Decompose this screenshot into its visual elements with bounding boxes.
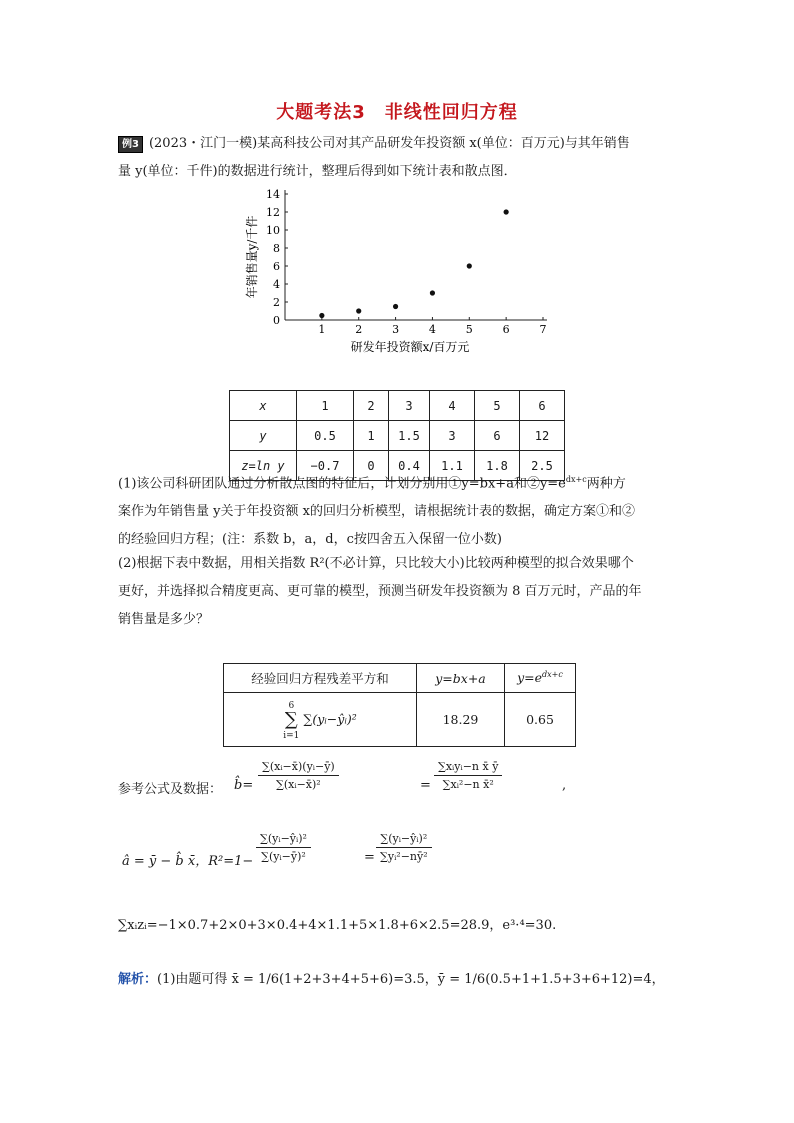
example-line-2: 量 y(单位：千件)的数据进行统计，整理后得到如下统计表和散点图．	[118, 164, 517, 179]
example-tag: 例3	[118, 136, 143, 153]
x-tick-label: 6	[502, 323, 510, 336]
y-tick-label: 6	[273, 260, 280, 273]
b-den-1: ∑(xᵢ−x̄)²	[276, 778, 321, 791]
data-point	[319, 313, 324, 318]
reference-label: 参考公式及数据：	[118, 782, 223, 797]
sum-lower: i=1	[283, 730, 300, 741]
y-tick-label: 4	[273, 278, 280, 291]
resid-header-exp-base: y=e	[517, 670, 543, 686]
question-2	[118, 550, 678, 634]
solution-label: 解析：	[118, 972, 158, 987]
solution-text: (1)由题可得 x̄ = 1/6(1+2+3+4+5+6)=3.5，ȳ = 1/6(0.5+1+1.5+3+6+12)=4，	[157, 972, 665, 987]
data-point	[467, 263, 472, 268]
residual-table	[223, 663, 576, 747]
resid-header-exp	[505, 664, 576, 693]
y-tick-label: 14	[266, 188, 280, 201]
a-hat-r2: â = ȳ − b̂ x̄，R²=1−	[122, 854, 254, 869]
x-tick-label: 7	[539, 323, 547, 336]
r-num-1: ∑(yᵢ−ŷᵢ)²	[256, 832, 311, 848]
stats-row	[230, 391, 565, 421]
stats-cell: 0	[354, 451, 389, 481]
data-point	[504, 209, 509, 214]
stats-cell: 1	[354, 421, 389, 451]
stats-cell: 6	[520, 391, 565, 421]
resid-header-linear: y=bx+a	[417, 664, 505, 693]
stats-row-label: y	[230, 421, 297, 451]
example-intro	[118, 130, 684, 186]
q1-line-2: 案作为年销售量 y关于年投资额 x的回归分析模型，请根据统计表的数据，确定方案①和②	[118, 504, 635, 520]
b-num-2: ∑xᵢyᵢ−n x̄ ȳ	[434, 760, 502, 776]
stats-cell: 5	[475, 391, 520, 421]
x-tick-label: 2	[355, 323, 363, 336]
sum-expression: ∑(yᵢ−ŷᵢ)²	[303, 711, 357, 726]
stats-cell: 3	[430, 421, 475, 451]
q1-line-3: 的经验回归方程；(注：系数 b，a，d，c按四舍五入保留一位小数)	[118, 532, 502, 548]
page-title: 大题考法3 非线性回归方程	[276, 102, 518, 123]
resid-value-exp: 0.65	[505, 693, 576, 747]
q1-line-1: (1)该公司科研团队通过分析散点图的特征后，计划分别用①y=bx+a和②y=e	[118, 476, 566, 492]
y-tick-label: 10	[266, 224, 280, 237]
q2-line-3: 销售量是多少？	[118, 612, 210, 627]
x-tick-label: 4	[428, 323, 436, 336]
x-tick-label: 1	[318, 323, 326, 336]
y-tick-label: 2	[273, 296, 280, 309]
stats-cell: 1.5	[389, 421, 430, 451]
stats-cell: 0.5	[297, 421, 354, 451]
q2-line-2: 更好，并选择拟合精度更高、更可靠的模型，预测当研发年投资额为 8 百万元时，产品的年	[118, 584, 642, 599]
stats-cell: 1.1	[430, 451, 475, 481]
sum-upper: 6	[288, 700, 295, 711]
example-line-1: (2023・江门一模)某高科技公司对其产品研发年投资额 x(单位：百万元)与其年销售	[148, 136, 630, 151]
stats-cell: 3	[389, 391, 430, 421]
solution	[118, 966, 698, 994]
q1-line-1-end: 两种方	[586, 476, 626, 492]
x-tick-label: 5	[465, 323, 473, 336]
resid-row-label	[224, 693, 417, 747]
question-1	[118, 466, 678, 554]
b-den-2: ∑xᵢ²−n x̄²	[442, 778, 494, 791]
q1-line-1-sup: dx+c	[565, 475, 587, 484]
sum-symbol: 6 ∑ i=1	[283, 700, 300, 741]
r-frac-1	[256, 832, 311, 863]
r-den-2: ∑yᵢ²−nȳ²	[380, 850, 428, 863]
y-tick-label: 0	[273, 314, 280, 327]
stats-cell: 1	[297, 391, 354, 421]
x-tick-label: 3	[392, 323, 400, 336]
data-point	[430, 290, 435, 295]
b-frac-2	[434, 760, 502, 791]
stats-cell: −0.7	[297, 451, 354, 481]
resid-value-linear: 18.29	[417, 693, 505, 747]
formula-b: 参考公式及数据： b̂= $\frac{\text{∑(xᵢ−x̄)(yᵢ−ȳ)}}{\text{∑(xᵢ−x̄)²}}$ = ∑xᵢyᵢ−n x̄ ȳ ∑xᵢ²−n x̄² ,	[118, 760, 567, 797]
r-num-2: ∑(yᵢ−ŷᵢ)²	[376, 832, 432, 848]
r-frac-2	[376, 832, 432, 863]
stats-row-label: x	[230, 391, 297, 421]
y-tick-label: 12	[266, 206, 280, 219]
stats-cell: 6	[475, 421, 520, 451]
stats-cell: 0.4	[389, 451, 430, 481]
r-den-1: ∑(yᵢ−ȳ)²	[261, 850, 306, 863]
q2-line-1: (2)根据下表中数据，用相关指数 R²(不必计算，只比较大小)比较两种模型的拟合效果哪个	[118, 556, 634, 571]
stats-cell: 2	[354, 391, 389, 421]
b-hat: b̂=	[234, 778, 254, 793]
stats-cell: 2.5	[520, 451, 565, 481]
b-frac-1	[258, 760, 339, 791]
stats-cell: 4	[430, 391, 475, 421]
stats-row	[230, 421, 565, 451]
stats-cell: 12	[520, 421, 565, 451]
stats-cell: 1.8	[475, 451, 520, 481]
data-line: ∑xᵢzᵢ=−1×0.7+2×0+3×0.4+4×1.1+5×1.8+6×2.5=28.9，e³·⁴=30.	[118, 918, 557, 933]
formula-a-r2: â = ȳ − b̂ x̄，R²=1− $\frac{\text{∑(yᵢ−ŷᵢ)²}}{\text{∑(yᵢ−ȳ)²}}$ = $\frac{\text{∑(yᵢ−ŷᵢ)²}}{\text{∑yᵢ²−nȳ²}}$	[118, 830, 678, 890]
resid-header-exp-sup: dx+c	[542, 670, 563, 680]
y-tick-label: 8	[273, 242, 280, 255]
x-axis-label: 研发年投资额x/百万元	[350, 340, 470, 354]
y-axis-label: 年销售量y/千件	[245, 215, 259, 299]
data-point	[393, 304, 398, 309]
b-num-1: ∑(xᵢ−x̄)(yᵢ−ȳ)	[258, 760, 339, 776]
stats-row-label: z=ln y	[230, 451, 297, 481]
scatter-chart	[240, 186, 560, 356]
data-point	[356, 308, 361, 313]
resid-header-label: 经验回归方程残差平方和	[224, 664, 417, 693]
